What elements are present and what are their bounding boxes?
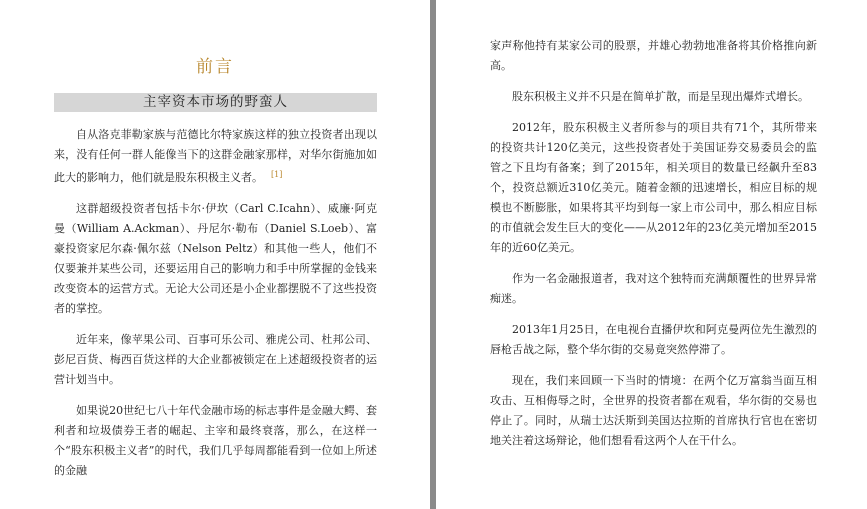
right-page-text	[490, 36, 817, 462]
paragraph	[54, 125, 377, 188]
paragraph: 2012年，股东积极主义者所参与的项目共有71个，其所带来的投资共计120亿美元，这些投资者处于美国证券交易委员会的监管之下且均有备案；到了2015年，相关项目的数量已经飙升至83个，投资总额近310亿美元。随着金额的迅速增长，相应目标的规模也不断膨胀，如果将其平均到每一家上市公司中，那么相应目标的市值就会发生巨大的变化——从2012年的23亿美元增加至2015年的近60亿美元。	[490, 121, 817, 254]
paragraph: 近年来，像苹果公司、百事可乐公司、雅虎公司、杜邦公司、彭尼百货、梅西百货这样的大企业都被锁定在上述超级投资者的运营计划当中。	[54, 333, 377, 386]
paragraph: 现在，我们来回顾一下当时的情境：在两个亿万富翁当面互相攻击、互相侮辱之时，全世界的投资者都在观看，华尔街的交易也停止了。同时，从瑞士达沃斯到美国达拉斯的首席执行官也在密切地关注着这场辩论，他们想看看这两个人在干什么。	[490, 374, 817, 447]
left-page	[0, 0, 430, 509]
paragraph-text: 自从洛克菲勒家族与范德比尔特家族这样的独立投资者出现以来，没有任何一群人能像当下的这群金融家那样，对华尔街施加如此大的影响力，他们就是股东积极主义者。	[54, 128, 377, 184]
paragraph: 如果说20世纪七八十年代金融市场的标志事件是金融大鳄、套利者和垃圾债券王者的崛起、主宰和最终衰落，那么，在这样一个“股东积极主义者”的时代，我们几乎每周都能看到一位如上所述的金融	[54, 404, 377, 477]
left-page-text	[54, 125, 377, 492]
paragraph: 2013年1月25日，在电视台直播伊坎和阿克曼两位先生激烈的唇枪舌战之际，整个华尔街的交易竟突然停滞了。	[490, 323, 817, 356]
section-title: 主宰资本市场的野蛮人	[54, 93, 377, 112]
chapter-title: 前言	[196, 57, 234, 77]
footnote-link[interactable]: [1]	[271, 170, 283, 179]
paragraph: 股东积极主义并不只是在简单扩散，而是呈现出爆炸式增长。	[512, 90, 809, 103]
paragraph: 这群超级投资者包括卡尔·伊坎（Carl C.Icahn）、威廉·阿克曼（William A.Ackman）、丹尼尔·勒布（Daniel S.Loeb）、富豪投资家尼尔森·佩尔兹（Nelson Peltz）和其他一些人，他们不仅要兼并某些公司，还要运用自己的影响力和手中所掌握的金钱来改变资本的运营方式。无论大公司还是小企业都摆脱不了这些投资者的掌控。	[54, 202, 377, 315]
paragraph-continued: 家声称他持有某家公司的股票，并雄心勃勃地准备将其价格推向新高。	[490, 39, 817, 72]
paragraph: 作为一名金融报道者，我对这个独特而充满颠覆性的世界异常痴迷。	[490, 272, 817, 305]
